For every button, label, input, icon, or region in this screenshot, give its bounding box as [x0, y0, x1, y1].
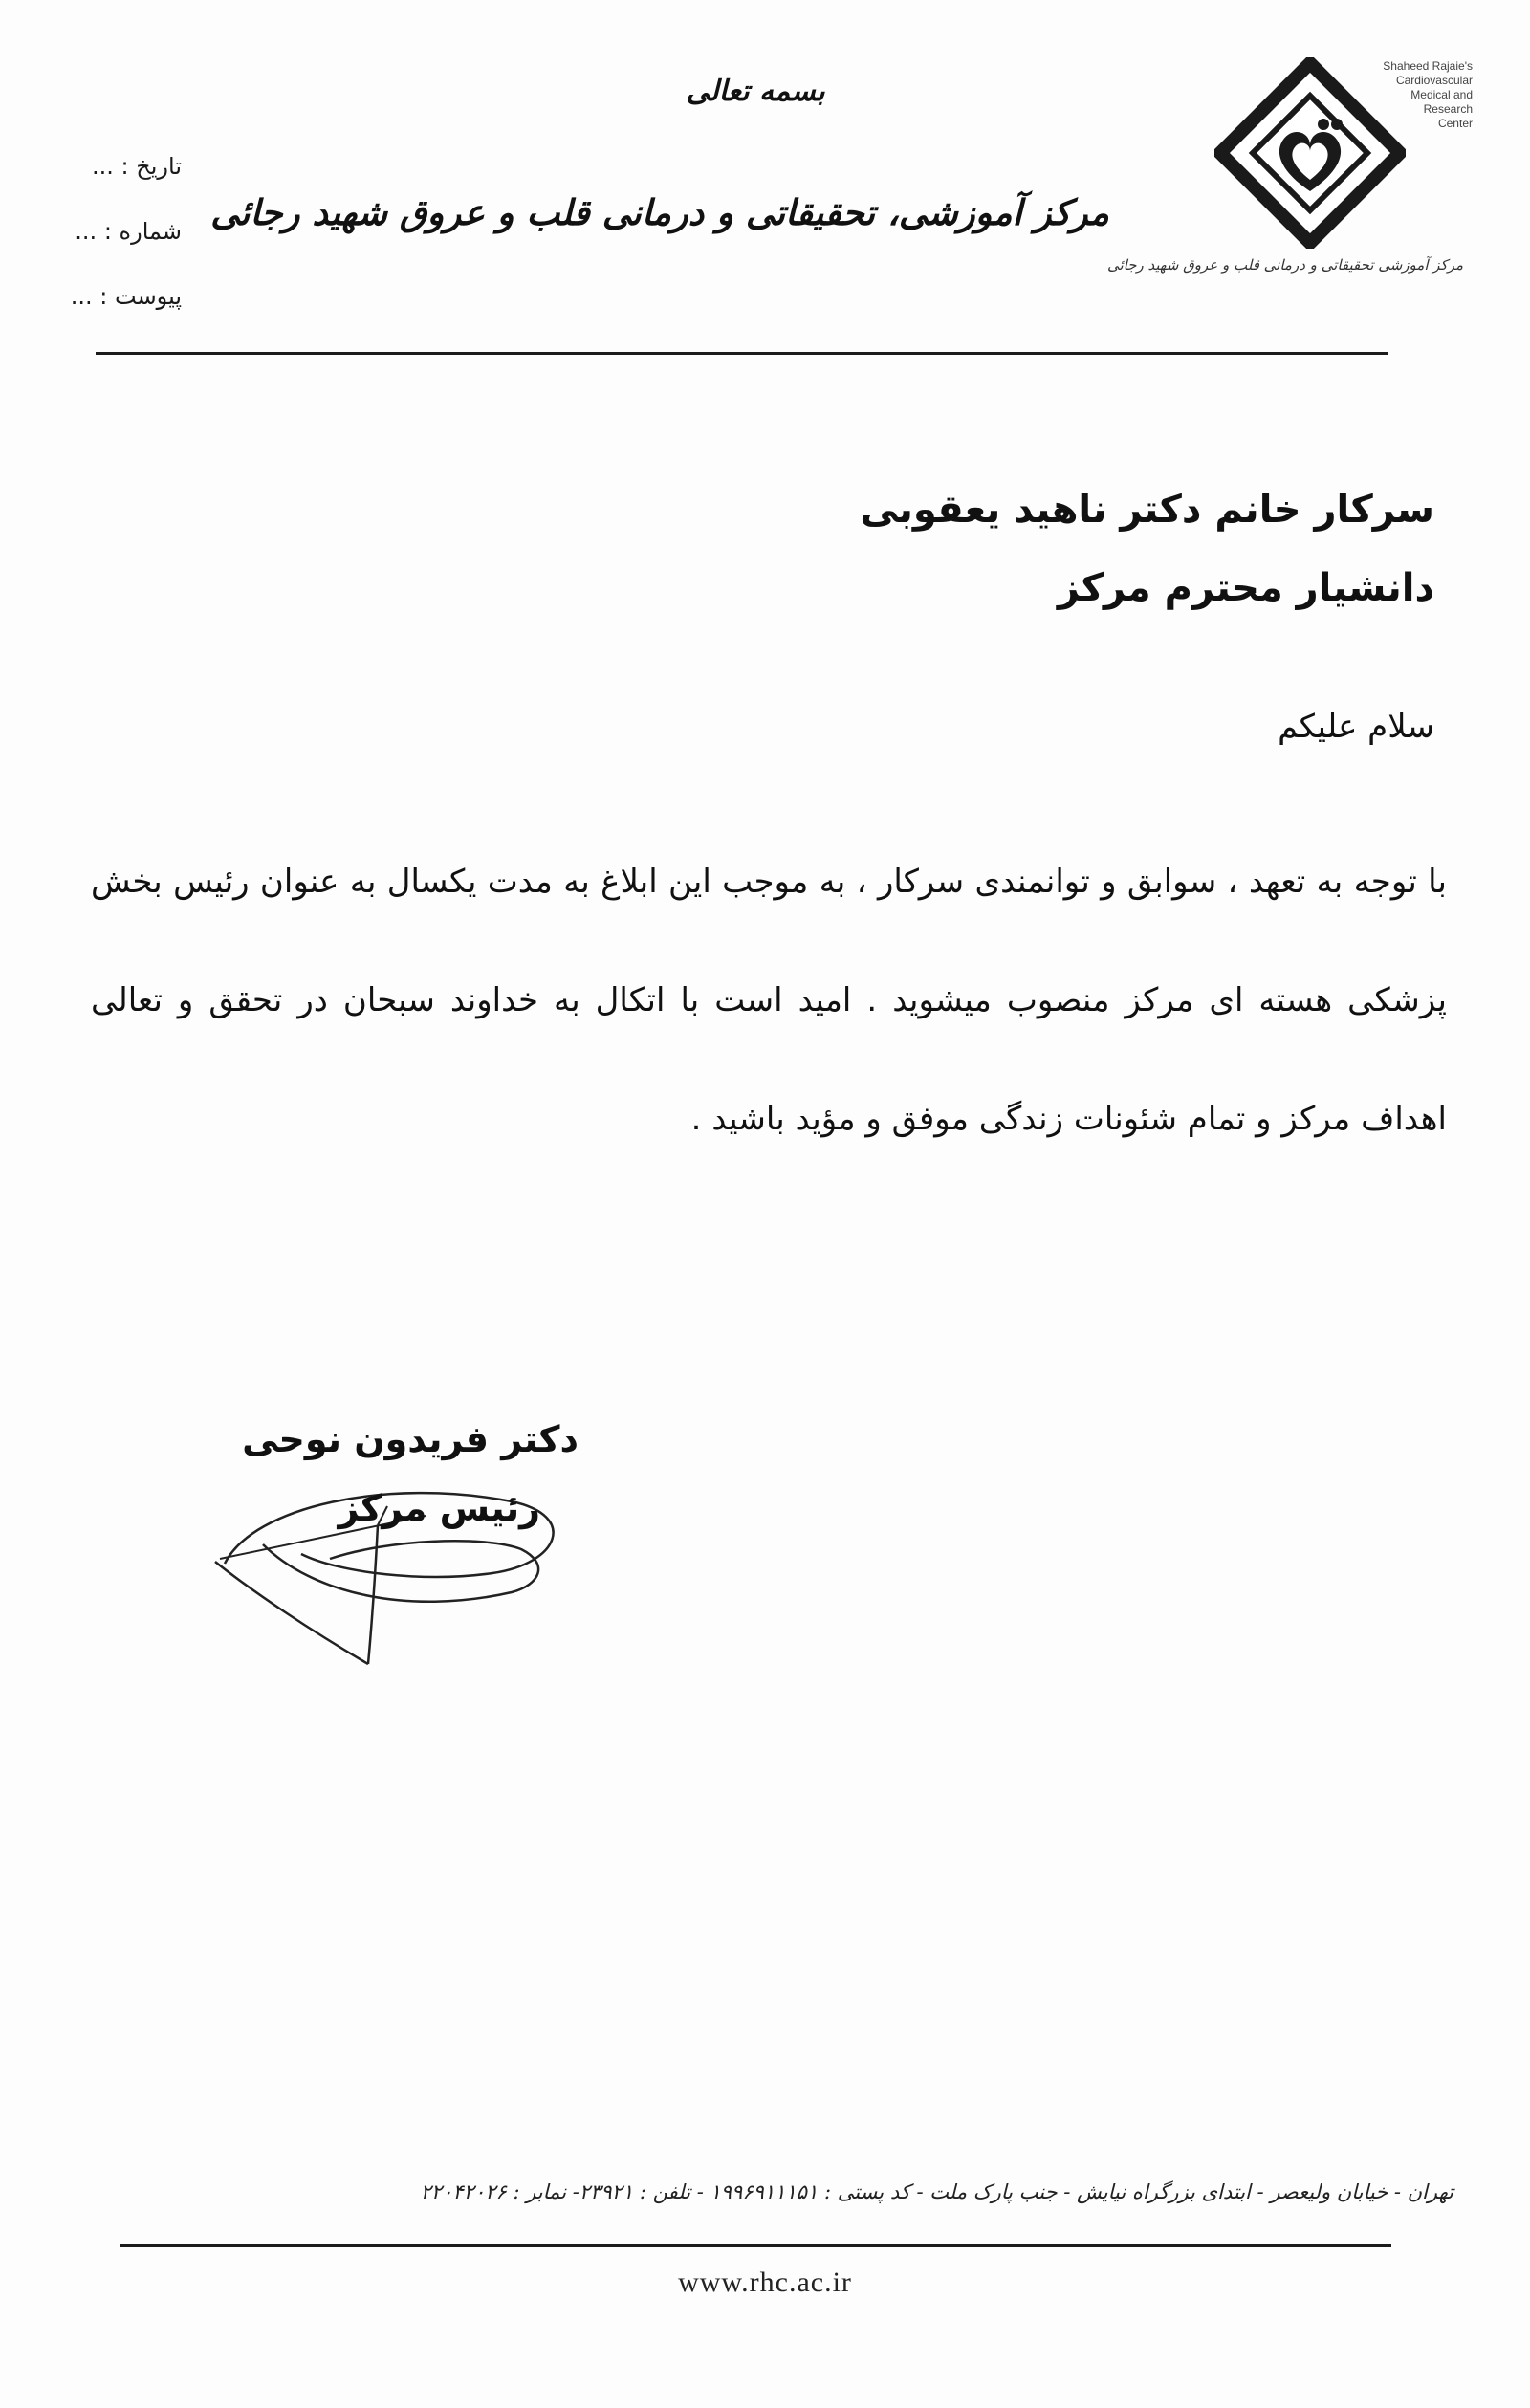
addressee-block [574, 471, 1434, 627]
meta-attachment-label: پیوست : [99, 283, 182, 310]
footer-website-link[interactable]: www.rhc.ac.ir [678, 2266, 852, 2298]
logo-persian-caption: مرکز آموزشی تحقیقاتی و درمانی قلب و عروق شهید رجائی [1106, 256, 1463, 274]
logo-en-line: Center [1437, 117, 1473, 130]
logo-en-line: Cardiovascular [1395, 74, 1473, 87]
addressee-position: دانشیار محترم مرکز [1057, 566, 1434, 610]
meta-number [19, 199, 182, 264]
logo-en-line: Research [1423, 102, 1473, 116]
signatory-title: رئیس مرکز [338, 1487, 540, 1529]
bismillah-heading: بسمه تعالی [686, 75, 825, 108]
logo-english-caption [1363, 59, 1473, 131]
meta-date-label: تاریخ : [120, 153, 182, 180]
handwritten-signature-icon [196, 1449, 598, 1669]
meta-date-value: ... [92, 153, 114, 180]
meta-attachment [19, 264, 182, 329]
center-logo [1106, 38, 1473, 306]
header-divider [96, 352, 1388, 355]
greeting: سلام علیکم [1278, 708, 1434, 746]
organization-title: مرکز آموزشی، تحقیقاتی و درمانی قلب و عروق شهید رجائی [210, 191, 1109, 233]
meta-number-value: ... [75, 218, 98, 245]
signature-block [196, 1411, 598, 1678]
signatory-name: دکتر فریدون نوحی [242, 1418, 579, 1460]
footer-address: تهران - خیابان ولیعصر - ابتدای بزرگراه نیایش - جنب پارک ملت - کد پستی : ۱۹۹۶۹۱۱۱۵۱ - تلفن : ۲۳۹۲۱- نمابر : ۲۲۰۴۲۰۲۶ [420, 2180, 1454, 2203]
footer-divider [120, 2244, 1391, 2247]
letter-body: با توجه به تعهد ، سوابق و توانمندی سرکار ، به موجب این ابلاغ به مدت یکسال به عنوان رئیس بخش پزشکی هسته ای مرکز منصوب میشوید . امید است با اتکال به خداوند سبحان در تحقق و تعالی اهداف مرکز و تمام شئونات زندگی موفق و مؤید باشید . [91, 863, 1447, 1138]
meta-date [19, 134, 182, 199]
letter-meta [19, 134, 182, 329]
meta-number-label: شماره : [103, 218, 182, 245]
meta-attachment-value: ... [70, 283, 93, 310]
logo-en-line: Medical and [1410, 88, 1473, 101]
logo-en-line: Shaheed Rajaie's [1383, 59, 1473, 73]
addressee-name: سرکار خانم دکتر ناهید یعقوبی [860, 488, 1434, 532]
